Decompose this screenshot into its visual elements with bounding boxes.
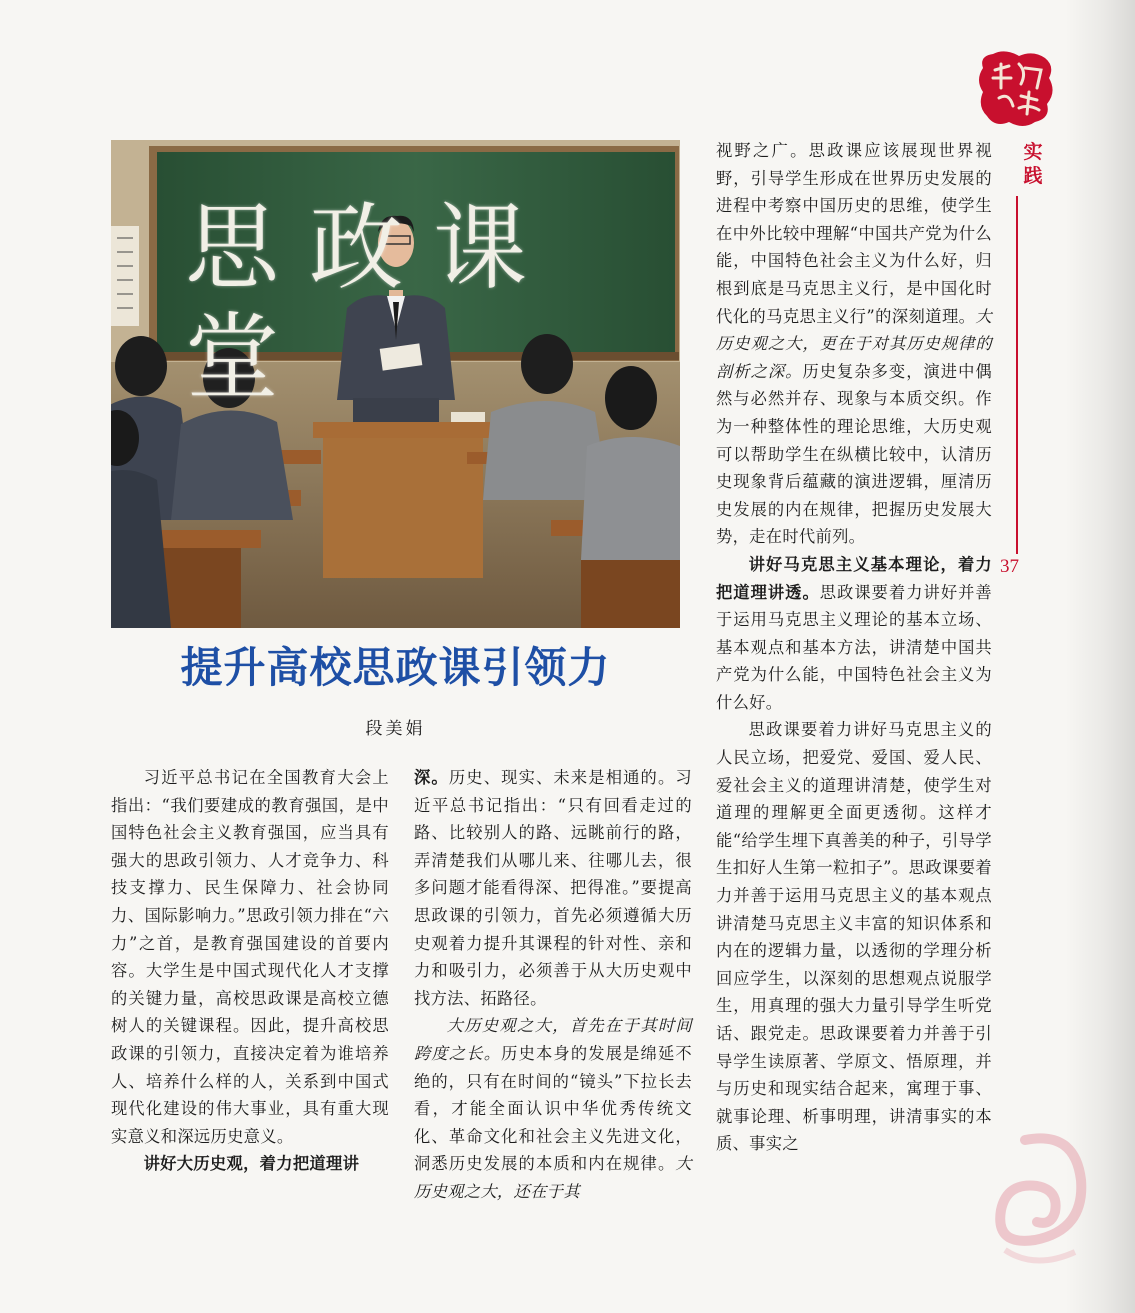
- paragraph: 深。历史、现实、未来是相通的。习近平总书记指出：“只有回看走过的路、比较别人的路、远眺前行的路，弄清楚我们从哪儿来、往哪儿去，很多问题才能看得深、把得准。”要提高思政课的引领力，首先必须遵循大历史观着力提升其课程的针对性、亲和力和吸引力，必须善于从大历史观中找方法、拓路径。: [414, 768, 692, 1008]
- subheading: 讲好大历史观，着力把道理讲: [143, 1154, 360, 1174]
- page-number: 37: [1000, 556, 1019, 577]
- article-author: 段美娟: [365, 719, 426, 739]
- chalkboard-text: 思政课堂: [185, 194, 558, 413]
- body-column-2: [414, 764, 692, 1206]
- emphasis-text: 大历史观之大，更在于对其历史规律的剖析之深。: [716, 306, 992, 381]
- article-title: 提升高校思政课引领力: [180, 643, 611, 692]
- paragraph: 习近平总书记在全国教育大会上指出：“我们要建成的教育强国，是中国特色社会主义教育强国，应当具有强大的思政引领力、人才竞争力、科技支撑力、民生保障力、社会协同力、国际影响力。”思政引领力排在“六力”之首，是教育强国建设的首要内容。大学生是中国式现代化人才支撑的关键力量，高校思政课是高校立德树人的关键课程。因此，提升高校思政课的引领力，直接决定着为谁培养人、培养什么样的人，关系到中国式现代化建设的伟大事业，具有重大现实意义和深远历史意义。: [111, 768, 389, 1146]
- paragraph: 大历史观之大，首先在于其时间跨度之长。历史本身的发展是绵延不绝的，只有在时间的“镜头”下拉长去看，才能全面认识中华优秀传统文化、革命文化和社会主义先进文化，洞悉历史发展的本质和内在规律。大历史观之大，还在于其: [414, 1016, 692, 1201]
- paragraph: 讲好马克思主义基本理论，着力把道理讲透。思政课要着力讲好并善于运用马克思主义理论的基本立场、基本观点和基本方法，讲清楚中国共产党为什么能，中国特色社会主义为什么好。: [716, 554, 992, 712]
- emphasis-text: 大历史观之大，还在于其: [414, 1154, 692, 1201]
- paragraph: 视野之广。思政课应该展现世界视野，引导学生形成在世界历史发展的进程中考察中国历史的思维，使学生在中外比较中理解“中国共产党为什么能，中国特色社会主义为什么好，归根到底是马克思主义行，是中国化时代化的马克思主义行”的深刻道理。大历史观之大，更在于对其历史规律的剖析之深。历史复杂多变，演进中偶然与必然并存、现象与本质交织。作为一种整体性的理论思维，大历史观可以帮助学生在纵横比较中，认清历史现象背后蕴藏的演进逻辑，厘清历史发展的内在规律，把握历史发展大势，走在时代前列。: [716, 141, 992, 547]
- decorative-swirl: [985, 1120, 1095, 1270]
- body-column-3: [716, 137, 992, 1158]
- body-column-1: [111, 764, 389, 1178]
- paragraph: 思政课要着力讲好马克思主义的人民立场，把爱党、爱国、爱人民、爱社会主义的道理讲清楚，使学生对道理的理解更全面更透彻。这样才能“给学生埋下真善美的种子，引导学生扣好人生第一粒扣子”。思政课要着力并善于运用马克思主义的基本观点讲清楚马克思主义丰富的知识体系和内在的逻辑力量，以透彻的学理分析回应学生，以深刻的思想观点说服学生，用真理的强大力量引导学生听党话、跟党走。思政课要着力并善于引导学生读原著、学原文、悟原理，并与历史和现实结合起来，寓理于事、就事论理、析事明理，讲清事实的本质、事实之: [716, 720, 992, 1154]
- subheading: 讲好马克思主义基本理论，着力把道理讲透。: [716, 554, 992, 602]
- subheading-end: 深。: [414, 768, 449, 787]
- emphasis-text: 大历史观之大，首先在于其时间跨度之长。: [414, 1016, 692, 1063]
- classroom-illustration: [111, 140, 680, 628]
- margin-rule: [1016, 196, 1018, 554]
- paragraph: [111, 1150, 389, 1178]
- magazine-seal-logo: [975, 48, 1057, 130]
- section-tag: 实践: [1023, 141, 1043, 187]
- page-spine-shadow: [1065, 0, 1135, 1313]
